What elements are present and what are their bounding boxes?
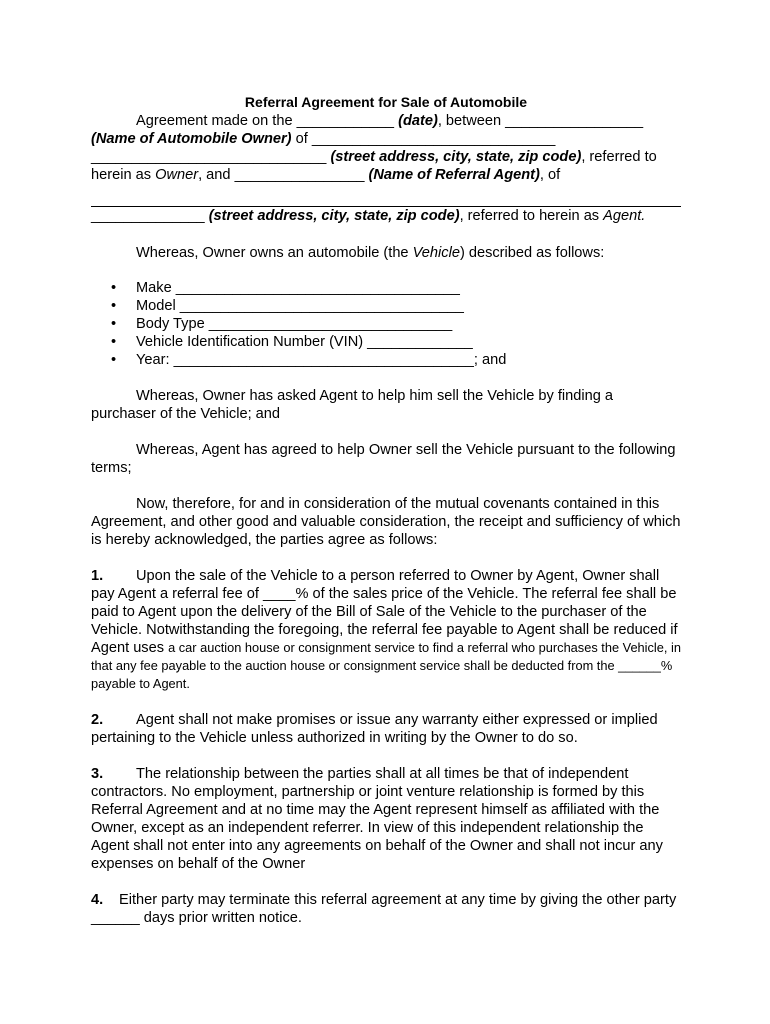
vehicle-term: Vehicle	[412, 245, 460, 261]
bullet-icon: •	[111, 352, 117, 368]
bullet-icon: •	[111, 334, 117, 350]
owner-term: Owner	[155, 167, 199, 183]
document-page	[91, 92, 681, 927]
now-therefore-paragraph: Now, therefore, for and in consideration of the mutual covenants contained in this Agreement, and other good and valuable consideration, the receipt and sufficiency of which is hereby acknowledged, the parties agree as follows:	[91, 496, 681, 548]
section-2: 2. Agent shall not make promises or issue any warranty either expressed or implied pertaining to the Vehicle unless authorized in writing by the Owner to do so.	[91, 712, 658, 746]
owner-address-label: (street address, city, state, zip code)	[330, 149, 582, 165]
section-1: 1. Upon the sale of the Vehicle to a person referred to Owner by Agent, Owner shall pay Agent a referral fee of ____% of the sales price of the Vehicle. The referral fee shall be paid to Agent upon the delivery of the Bill of Sale of the Vehicle to the purchaser of the Vehicle. Notwithstanding the foregoing, the referral fee payable to Agent shall be reduced if Agent uses a car auction house or consignment service to find a referral who purchases the Vehicle, in that any fee payable to the auction house or consignment service shall be deducted from the ______% payable to Agent.	[91, 568, 681, 691]
list-item: • Body Type ______________________________	[111, 316, 453, 332]
agent-term: Agent.	[603, 208, 646, 224]
whereas-asked-paragraph: Whereas, Owner has asked Agent to help him sell the Vehicle by finding a purchaser of the Vehicle; and	[91, 388, 614, 422]
document-title: Referral Agreement for Sale of Automobile	[244, 94, 528, 110]
section-3: 3. The relationship between the parties shall at all times be that of independent contractors. No employment, partnership or joint venture relationship is formed by this Referral Agreement and at no time may the Agent represent himself as affiliated with the Owner, except as an independent referrer. In view of this independent relationship the Agent shall not enter into any agreements on behalf of the Owner and shall not incur any expenses on behalf of the Owner	[91, 766, 663, 872]
section-number: 2.	[91, 712, 104, 728]
list-item: • Make ___________________________________	[111, 280, 460, 296]
intro-paragraph: Agreement made on the ____________ (date), between _________________ (Name of Automobile Owner) of ______________________________ _____________________________ (street address, city, state, zip code), referred to herein as Owner, and ________________ (Name of Referral Agent), of	[91, 113, 657, 183]
owner-name-label: (Name of Automobile Owner)	[91, 131, 292, 147]
agent-address-blank-line	[91, 192, 681, 207]
whereas-vehicle-paragraph: Whereas, Owner owns an automobile (the Vehicle) described as follows:	[136, 245, 605, 261]
list-item: • Model ___________________________________	[111, 298, 464, 314]
agent-address-line: ______________ (street address, city, state, zip code), referred to herein as Agent.	[91, 208, 646, 224]
section-number: 3.	[91, 766, 104, 782]
list-item: • Year: _____________________________________; and	[111, 352, 507, 368]
bullet-icon: •	[111, 298, 117, 314]
section-4: 4. Either party may terminate this referral agreement at any time by giving the other party ______ days prior written notice.	[91, 892, 677, 926]
date-label: (date)	[398, 113, 438, 129]
list-item: • Vehicle Identification Number (VIN) _____________	[111, 334, 473, 350]
agent-address-label: (street address, city, state, zip code)	[208, 208, 460, 224]
section-number: 1.	[91, 568, 104, 584]
section-number: 4.	[91, 892, 104, 908]
whereas-agreed-paragraph: Whereas, Agent has agreed to help Owner sell the Vehicle pursuant to the following terms;	[91, 442, 676, 476]
bullet-icon: •	[111, 316, 117, 332]
bullet-icon: •	[111, 280, 117, 296]
agent-name-label: (Name of Referral Agent)	[368, 167, 540, 183]
vehicle-description-list	[91, 279, 681, 369]
